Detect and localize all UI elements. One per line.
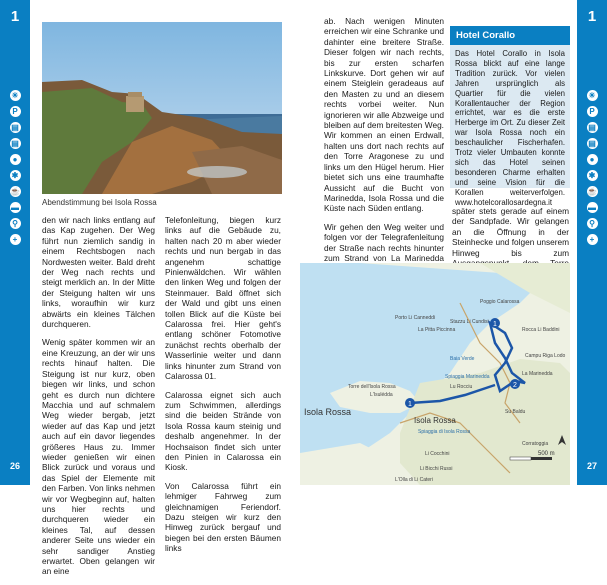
parking-icon: P xyxy=(10,106,21,117)
page-number-right: 27 xyxy=(586,461,597,471)
tab-icons-left xyxy=(0,90,30,245)
chapter-tab-right xyxy=(577,0,607,485)
map-label: Lu Rocciu xyxy=(450,384,473,390)
map-scale: 500 m xyxy=(538,451,555,457)
map-label: Isola Rossa xyxy=(414,416,456,425)
paragraph: Wir gehen den Weg weiter und folgen vor der Telegrafenleitung der Straße nach rechts hinunter zum Strand von La Marinedda xyxy=(324,221,444,263)
cafe-icon: ☕ xyxy=(587,187,597,196)
coast-photo xyxy=(42,22,282,194)
snowflake-icon: ✱ xyxy=(587,170,598,181)
page-number-left: 26 xyxy=(9,461,20,471)
map-marker: 1 xyxy=(493,321,497,328)
paragraph: ab. Nach wenigen Minuten erreichen wir eine Schranke und dahinter eine breitere Straße. Dieser folgen wir nach rechts, bis zur ersten scharfen Linkskurve. Dort gehen wir auf einem Steiglein geradeaus auf den Masten zu und an diesem rechts vorbei weiter. Nun ignorieren wir alle Abzweige und bleiben auf dem breitesten Weg. Wir kommen an einen Erdwall, halten uns dort nach rechts auf den Torre Aragonese zu und links um den Hügel herum. Hier bietet sich uns eine traumhafte Aussicht auf die Bucht von Marinedda, Isola Rossa und die Küste nach Süden entlang. xyxy=(324,16,444,214)
paragraph: Telefonleitung, biegen kurz links auf die Gebäude zu, halten nach 20 m aber wieder rechts und nun bergab in das angenehm schattige Pinienwäldchen. Wir wählen den linken Weg und folgen der Steinmauer. Bald öffnet sich der Wald und gibt uns einen tollen Blick auf die Küste bei Calarossa frei. Hier geht's entlang schöner Fotomotive zunächst rechts oberhalb der Wasserlinie weiter und dann links hinunter zum Strand von Calarossa 01. xyxy=(165,215,281,382)
infobox-text: Das Hotel Corallo in Isola Rossa blickt auf eine lange Tradition zurück. Vor vielen Jahren ursprünglich als Quartier für die vielen Korallentaucher der Region errichtet, war es die erste Herberge im Ort. Zu dieser Zeit war Isola Rossa noch ein beschaulicher Fischerhafen. Trotz vieler Umbauten konnte sich das Hotel seinen besonderen Charme erhalten und seine Vision für die Korallen weiterverfolgen. www.hotelcorallosardegna.it xyxy=(455,49,565,207)
map-label: Baia Verde xyxy=(450,356,475,362)
map-label: La Pitta Piccinna xyxy=(418,327,456,333)
map-label: L'Isulédda xyxy=(370,392,393,398)
walk-icon: ⚲ xyxy=(587,218,598,229)
parking-icon: P xyxy=(587,106,598,117)
paragraph: Wenig später kommen wir an eine Kreuzung, an der wir uns rechts hinauf halten. Die Steigung ist nur kurz, oben biegen wir links, und schon geht es durch nun dichtere Macchia und auf schmalem Weg wieder bergab, jetzt wieder auf das Kap und jetzt auch auf ein davor liegendes größeres Haus zu. Immer wieder genießen wir einen Blick zurück und voraus und das Spiel der Elemente mit den Farben. Von links nehmen wir vor Wegbeginn auf, halten uns hier rechts und durchqueren wieder ein kleines Tal, auf dessen anderer Seite uns wieder ein sehr sandiger Anstieg erwartet. Oben gelangen wir an eine xyxy=(42,337,155,577)
sun-icon: ☀ xyxy=(11,91,19,100)
plus-icon: + xyxy=(10,234,21,245)
snowflake-icon: ✱ xyxy=(10,170,21,181)
hotel-infobox xyxy=(450,26,570,207)
map-marker: 2 xyxy=(513,382,517,389)
taxi-icon: ● xyxy=(587,154,598,165)
bed-icon: ▬ xyxy=(588,203,596,212)
bus-icon: ▤ xyxy=(588,123,596,132)
map-label: Porto Li Canneddi xyxy=(395,315,436,321)
taxi-icon: ● xyxy=(10,154,21,165)
map-label: Torre dell'Isola Rossa xyxy=(348,384,396,390)
tab-icons-right xyxy=(577,90,607,245)
bed-icon: ▬ xyxy=(11,203,19,212)
map-label: Isola Rossa xyxy=(304,407,352,417)
map-label: Su Baldu xyxy=(505,409,526,415)
map-marker: 1 xyxy=(408,401,412,408)
paragraph: später stets gerade auf einem der Sandpfade. Wir gelangen an die Öffnung in der Steinhecke und folgen unserem Hinweg bis zum xyxy=(452,206,569,258)
map-label: Stazzu Li Cundisi xyxy=(450,319,489,325)
route-map xyxy=(300,263,570,485)
route-map-drawing xyxy=(300,263,570,485)
coast-photo-illustration xyxy=(42,22,282,194)
paragraph: Calarossa eignet sich auch zum Schwimmen, allerdings sind die beiden Strände von Isola Rossa kaum steinig und deshalb angenehmer. In der Hochsaison findet sich unter den Pinien in Calarossa ein Kiosk. xyxy=(165,389,281,473)
photo-caption: Abendstimmung bei Isola Rossa xyxy=(42,198,157,207)
plus-icon: + xyxy=(587,234,598,245)
infobox-title: Hotel Corallo xyxy=(450,26,570,45)
bus-icon: ▤ xyxy=(11,123,19,132)
paragraph: Von Calarossa führt ein lehmiger Fahrweg zum gleichnamigen Feriendorf. Dazu steigen wir kurz den Hinweg zurück bergauf und biegen bei den ersten Bäumen links xyxy=(165,480,281,554)
paragraph: den wir nach links entlang auf das Kap zugehen. Der Weg führt nun ziemlich sandig in einem Rechtsbogen nach Nordwesten weiter. Bald dreht der Weg nach rechts und steigt merklich an. In der Mitte der Steigung halten wir uns links, woraufhin wir kurz abwärts ein kleines Tälchen durchqueren. xyxy=(42,215,155,330)
map-label: Li Bicchi Russi xyxy=(420,466,453,472)
map-label: Campu Riga Lodo xyxy=(525,353,566,359)
map-label: Spiaggia di Isola Rossa xyxy=(418,429,471,435)
map-label: Poggio Calarossa xyxy=(480,299,520,305)
cafe-icon: ☕ xyxy=(10,187,20,196)
chapter-number: 1 xyxy=(10,8,20,25)
map-label: L'Olla di Li Cateri xyxy=(395,477,433,483)
chapter-tab-left xyxy=(0,0,30,485)
map-label: Rocca Li Baddini xyxy=(522,327,560,333)
text-column-2 xyxy=(165,215,281,562)
bus-icon: ▤ xyxy=(588,139,596,148)
sun-icon: ☀ xyxy=(588,91,596,100)
map-label: Li Cocchini xyxy=(425,451,450,457)
map-label: La Marinedda xyxy=(522,371,553,377)
bus-icon: ▤ xyxy=(11,139,19,148)
text-column-1 xyxy=(42,215,155,585)
chapter-number: 1 xyxy=(587,8,597,25)
map-label: Spiaggia Marinedda xyxy=(445,374,490,380)
map-label: Corratoggia xyxy=(522,441,549,447)
walk-icon: ⚲ xyxy=(10,218,21,229)
